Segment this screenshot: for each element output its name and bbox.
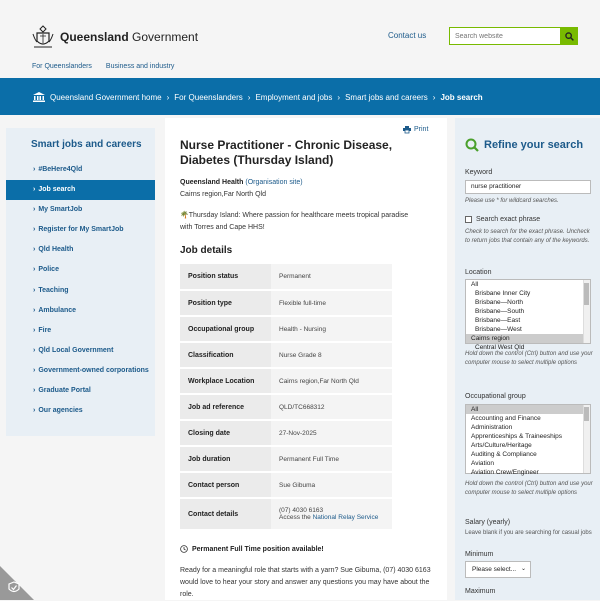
breadcrumb-home[interactable]: Queensland Government home [50,92,162,102]
job-tagline: Thursday Island: Where passion for healthcare meets tropical paradise with Torres and Cape HHS! [180,212,409,231]
sidebar-item-graduate-portal[interactable] [6,381,155,401]
refine-title: Refine your search [484,139,584,151]
detail-key: Contact details [180,498,271,530]
search-input[interactable] [449,27,560,45]
list-item-selected[interactable]: Cairns region [466,334,590,343]
refine-search-panel [455,118,600,600]
list-item[interactable]: Arts/Culture/Heritage [471,442,532,449]
detail-value: Nurse Grade 8 [271,342,392,368]
organisation-name: Queensland Health [180,179,244,186]
table-row [180,290,392,316]
location-scrollbar[interactable] [583,280,590,343]
list-item[interactable]: Brisbane Inner City [475,290,531,297]
nav-for-queenslanders[interactable]: For Queenslanders [32,63,92,70]
list-item[interactable]: Auditing & Compliance [471,451,537,458]
detail-value-contact [271,498,392,530]
organisation-site-link[interactable]: (Organisation site) [245,179,303,186]
list-item[interactable]: Apprenticeships & Traineeships [471,433,563,440]
job-detail-main [165,118,447,600]
detail-key: Position type [180,290,271,316]
table-row [180,342,392,368]
chevron-right-icon: › [33,166,36,173]
sidebar-item-label: Qld Health [38,246,74,253]
clock-icon [180,545,188,553]
detail-key: Classification [180,342,271,368]
print-label: Print [414,126,429,133]
sidebar-item-behere4qld[interactable] [6,160,155,180]
maximum-label: Maximum [465,588,496,595]
chevron-right-icon: › [33,206,36,213]
breadcrumb-separator: › [166,92,170,102]
list-item[interactable]: Aviation [471,460,495,467]
table-row [180,368,392,394]
detail-value: Sue Gibuma [271,472,392,498]
list-item[interactable]: Brisbane—East [475,317,521,324]
location-hint: Hold down the control (Ctrl) button and use your computer mouse to select multiple options [465,351,593,366]
coat-of-arms-icon [31,24,55,50]
detail-value: Permanent Full Time [271,446,392,472]
detail-key: Job duration [180,446,271,472]
list-item[interactable]: Aviation Crew/Engineer [471,469,539,476]
search-button[interactable] [560,27,578,45]
breadcrumb-current: Job search [440,92,483,102]
chevron-right-icon: › [33,387,36,394]
chevron-right-icon: › [33,266,36,273]
occupational-group-label: Occupational group [465,393,526,400]
detail-key: Workplace Location [180,368,271,394]
chevron-right-icon: › [33,407,36,414]
top-nav [32,63,174,70]
detail-key: Occupational group [180,316,271,342]
chevron-right-icon: › [33,327,36,334]
keyword-label: Keyword [465,169,493,176]
job-region: Cairns region,Far North Qld [180,191,266,198]
breadcrumb-for-queenslanders[interactable]: For Queenslanders [174,92,243,102]
sidebar-item-label: Graduate Portal [38,387,91,394]
exact-phrase-label: Search exact phrase [476,216,541,223]
exact-phrase-checkbox[interactable] [465,216,472,223]
breadcrumb-employment[interactable]: Employment and jobs [255,92,333,102]
sidebar-item-police[interactable] [6,260,155,280]
sidebar-item-label: Fire [38,327,52,334]
breadcrumb [33,92,483,102]
sidebar-item-fire[interactable] [6,321,155,341]
detail-value: 27-Nov-2025 [271,420,392,446]
sidebar-item-our-agencies[interactable] [6,401,155,421]
contact-phone: (07) 4030 6163 [279,507,324,514]
chevron-down-icon: ⌄ [520,566,526,572]
table-row [180,498,392,530]
sidebar-item-label: Register for My SmartJob [38,226,124,233]
logo-text-bold: Queensland [60,30,129,44]
keyword-hint: Please use * for wildcard searches. [465,198,559,204]
sidebar-item-label: Job search [38,186,76,193]
chevron-right-icon: › [33,226,36,233]
breadcrumb-separator: › [432,92,436,102]
search-icon [565,32,574,41]
print-button[interactable] [403,126,428,133]
sidebar-item-qld-health[interactable] [6,240,155,260]
detail-key: Closing date [180,420,271,446]
detail-value: Permanent [271,264,392,290]
job-title: Nurse Practitioner - Chronic Disease, Diabetes (Thursday Island) [180,138,393,167]
list-item[interactable]: All [471,281,479,288]
detail-key: Position status [180,264,271,290]
site-header [0,0,600,78]
keyword-input[interactable]: nurse practitioner [465,180,591,194]
table-row [180,472,392,498]
list-item[interactable]: Brisbane—North [475,299,524,306]
sidebar-item-register[interactable] [6,220,155,240]
breadcrumb-smart-jobs[interactable]: Smart jobs and careers [345,92,428,102]
sidebar-item-job-search[interactable] [6,180,155,200]
list-item[interactable]: Administration [471,424,513,431]
job-details-table [180,264,392,531]
list-item[interactable]: Accounting and Finance [471,415,541,422]
sidebar-item-label: #BeHere4Qld [38,166,83,173]
occupational-group-select[interactable] [465,404,591,474]
detail-key: Contact person [180,472,271,498]
job-details-heading: Job details [180,245,233,256]
sidebar-item-teaching[interactable] [6,281,155,301]
sidebar-item-label: Our agencies [38,407,83,414]
relay-prefix: Access the [279,514,313,521]
chevron-right-icon: › [33,186,36,193]
relay-service-link[interactable]: National Relay Service [312,514,379,521]
government-building-icon [33,92,45,102]
sidebar-item-label: Qld Local Government [38,347,114,354]
salary-label: Salary (yearly) [465,519,511,526]
sidebar-item-label: Police [38,266,59,273]
minimum-salary-value: Please select... [472,566,517,573]
detail-key: Job ad reference [180,394,271,420]
breadcrumb-separator: › [247,92,251,102]
breadcrumb-separator: › [337,92,341,102]
site-search [449,27,578,45]
detail-value: Cairns region,Far North Qld [271,368,392,394]
sidebar-item-label: Teaching [38,287,69,294]
table-row [180,446,392,472]
detail-value: Flexible full-time [271,290,392,316]
palm-tree-icon: 🌴 [180,212,189,219]
minimum-salary-select[interactable] [465,561,531,578]
sidebar-item-label: Ambulance [38,307,77,314]
location-label: Location [465,269,492,276]
sidebar-item-my-smartjob[interactable] [6,200,155,220]
sidebar-item-local-government[interactable] [6,341,155,361]
breadcrumb-bar [0,78,600,115]
chevron-right-icon: › [33,367,36,374]
occupational-group-hint: Hold down the control (Ctrl) button and use your computer mouse to select multiple options [465,481,593,496]
table-row [180,420,392,446]
minimum-label: Minimum [465,551,494,558]
sidebar-item-label: Government-owned corporations [38,367,149,374]
logo-text-rest: Government [128,30,199,44]
table-row [180,264,392,290]
search-icon [465,138,479,152]
contact-us-link[interactable]: Contact us [388,31,427,40]
nav-business-industry[interactable]: Business and industry [105,63,175,70]
sidebar-item-ambulance[interactable] [6,301,155,321]
location-select[interactable] [465,279,591,351]
list-item-selected[interactable]: All [466,405,590,414]
chevron-right-icon: › [33,246,36,253]
table-row [180,394,392,420]
printer-icon [403,126,411,133]
section-sidebar [6,128,155,436]
list-item[interactable]: Brisbane—West [475,326,522,333]
sidebar-item-goc[interactable] [6,361,155,381]
detail-value: QLD/TC668312 [271,394,392,420]
table-row [180,316,392,342]
job-intro: Ready for a meaningful role that starts with a yarn? Sue Gibuma, (07) 4030 6163 would love to hear your story and answer any questions you may have about the role. [180,567,431,598]
fulltime-heading: Permanent Full Time position available! [192,545,324,553]
chevron-right-icon: › [33,287,36,294]
qld-gov-logo[interactable] [31,24,198,50]
occupational-group-scrollbar[interactable] [583,405,590,473]
sidebar-title[interactable]: Smart jobs and careers [31,139,142,150]
detail-value: Health - Nursing [271,316,392,342]
sidebar-item-label: My SmartJob [38,206,83,213]
salary-hint: Leave blank if you are searching for casual jobs [465,530,592,536]
list-item[interactable]: Central West Qld [475,344,525,351]
chevron-right-icon: › [33,307,36,314]
chevron-right-icon: › [33,347,36,354]
feedback-shield-icon[interactable] [0,566,34,600]
exact-phrase-hint: Check to search for the exact phrase. Uncheck to return jobs that contain any of the keywords. [465,229,590,244]
list-item[interactable]: Brisbane—South [475,308,525,315]
